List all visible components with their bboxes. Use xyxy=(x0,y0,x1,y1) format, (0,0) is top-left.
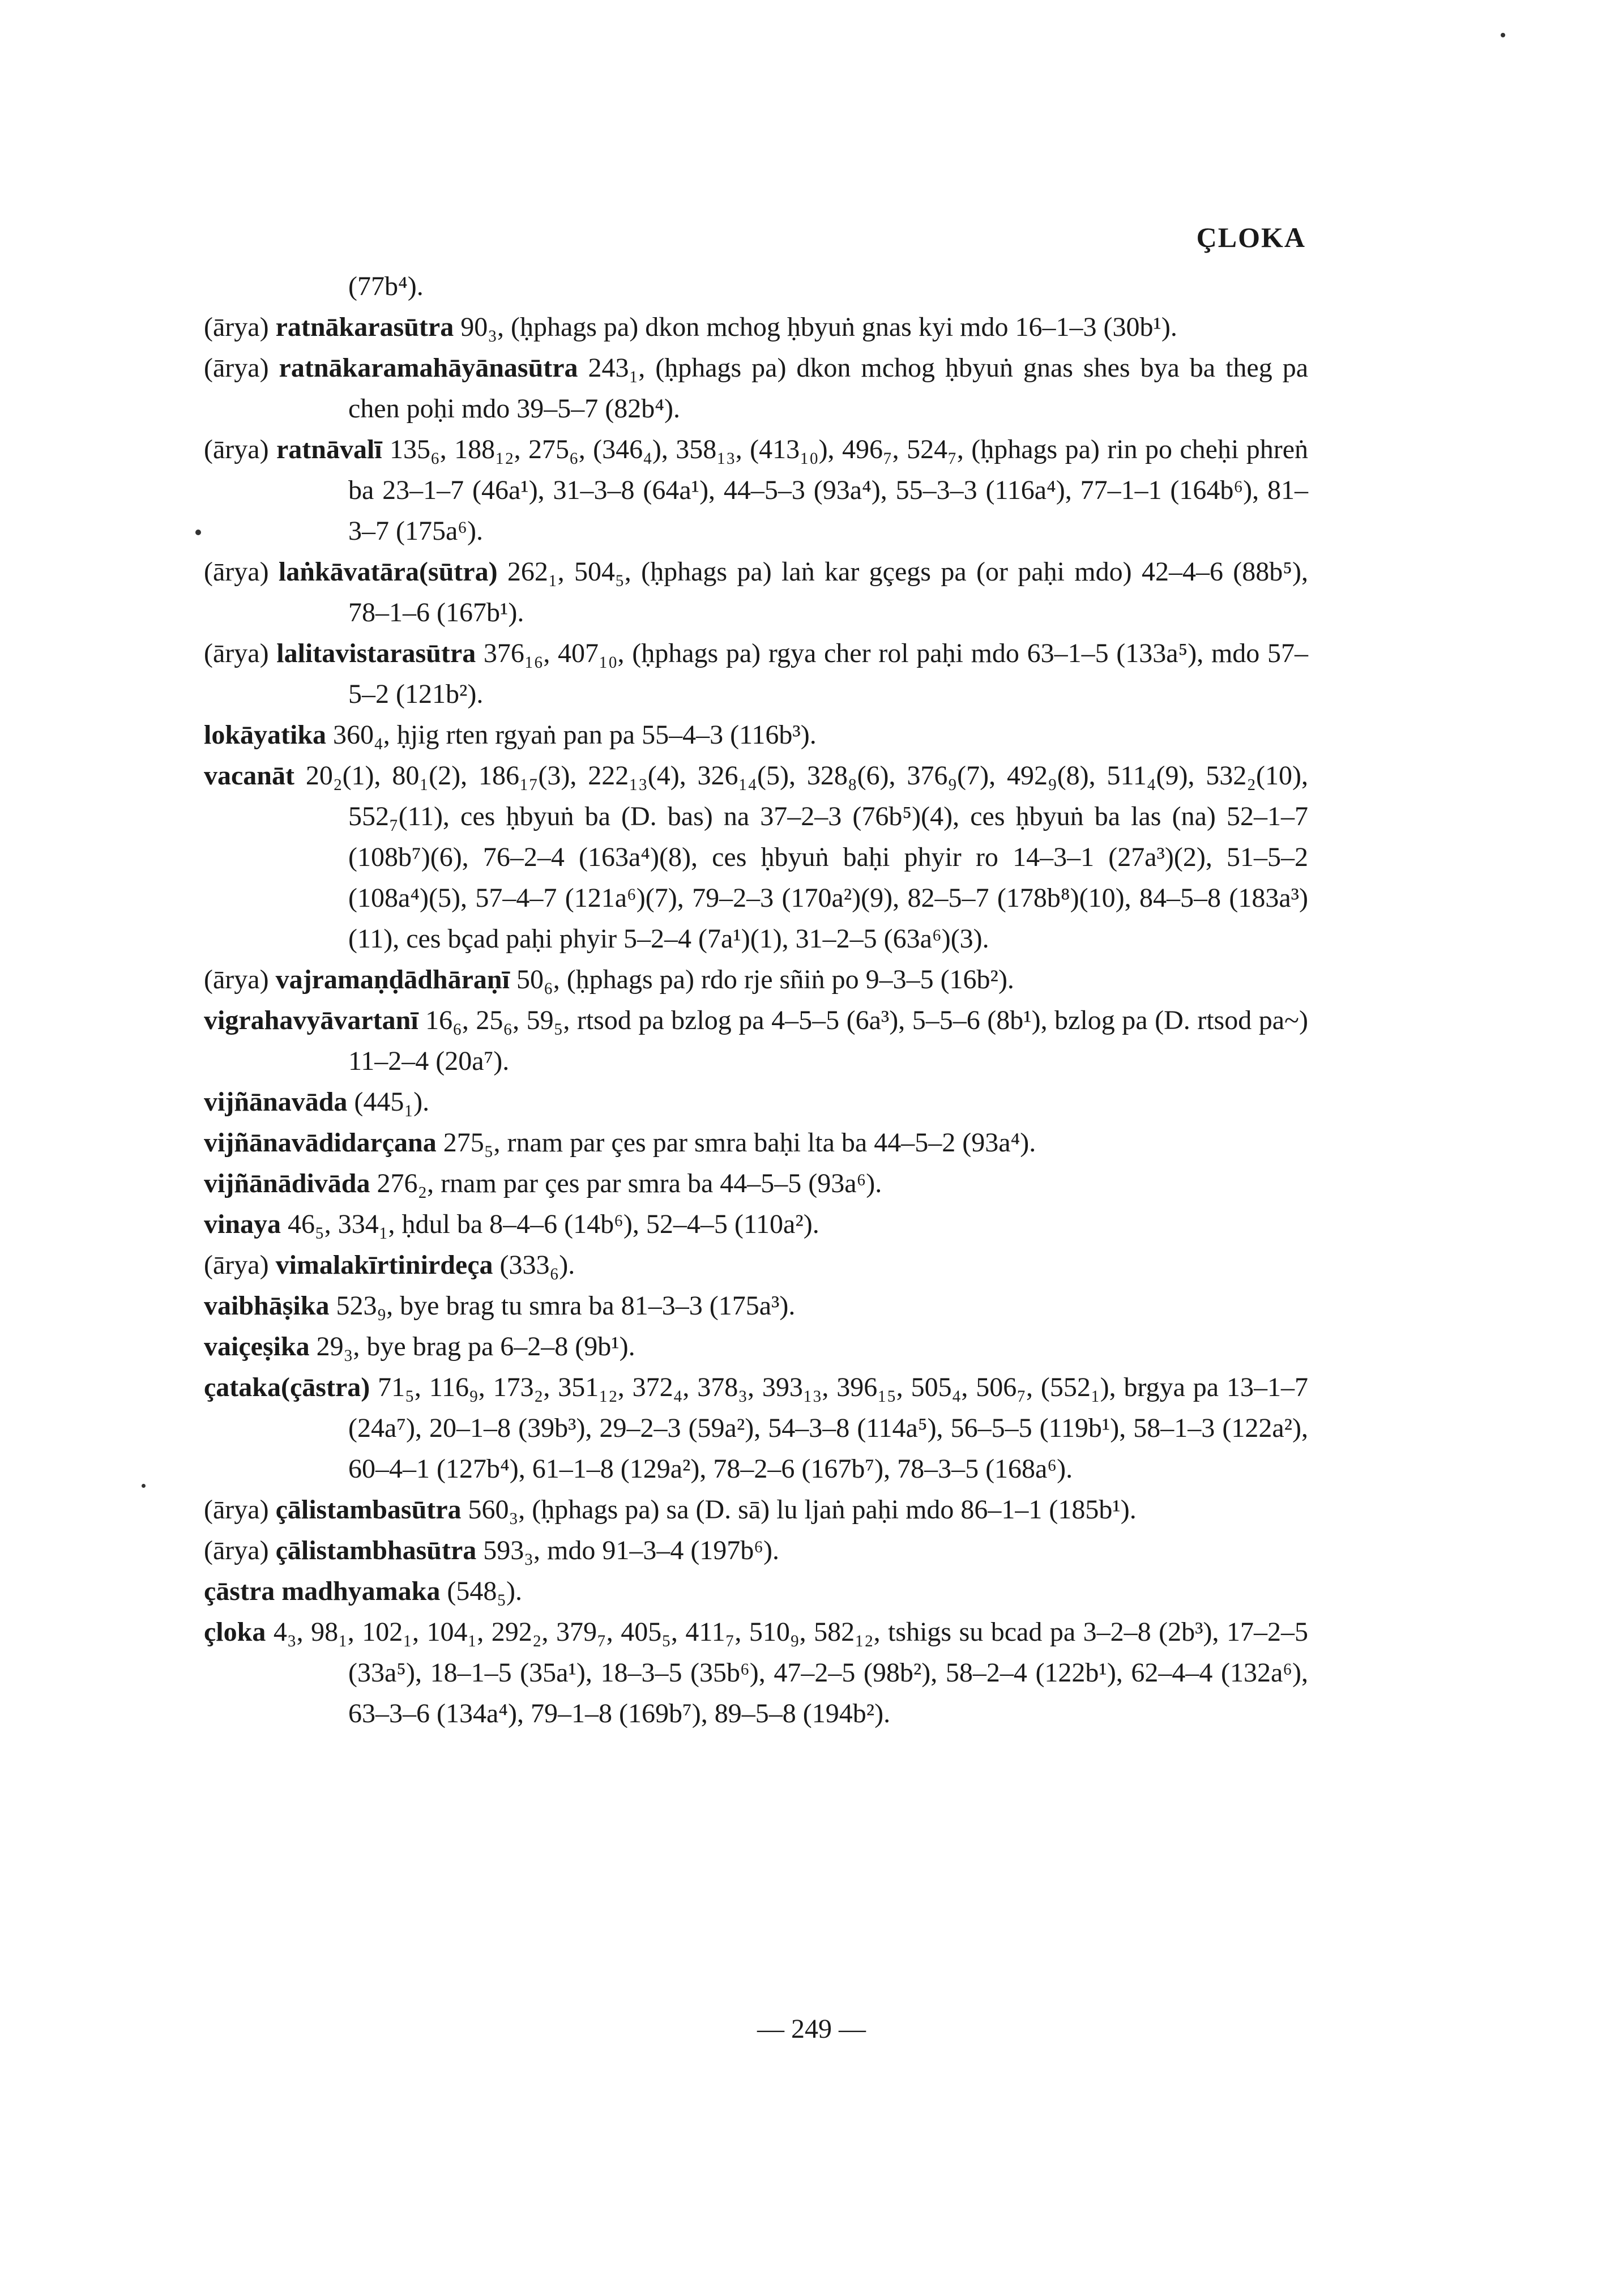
entry-prefix: (ārya) xyxy=(204,1495,276,1525)
entry-headword: vimalakīrtinirdeça xyxy=(275,1250,493,1280)
entry-headword: vinaya xyxy=(204,1209,281,1239)
index-entries xyxy=(204,266,1308,1734)
entry-headword: çataka(çāstra) xyxy=(204,1372,370,1402)
index-entry xyxy=(204,348,1308,429)
index-entry xyxy=(204,959,1308,1000)
index-entry xyxy=(204,1490,1308,1530)
entry-references: (333₆). xyxy=(493,1250,575,1280)
index-entry xyxy=(204,1286,1308,1326)
index-entry xyxy=(204,756,1308,959)
entry-headword: laṅkāvatāra(sūtra) xyxy=(278,557,498,587)
entry-headword: lalitavistarasūtra xyxy=(276,638,476,668)
index-entry xyxy=(204,307,1308,348)
scan-speck xyxy=(1501,33,1505,37)
scan-speck xyxy=(142,1484,146,1488)
entry-references: 523₉, bye brag tu smra ba 81–3–3 (175a³). xyxy=(329,1291,796,1321)
index-entry xyxy=(204,1000,1308,1082)
entry-prefix: (ārya) xyxy=(204,965,276,995)
entry-references: 243₁, (ḥphags pa) dkon mchog ḥbyuṅ gnas shes bya ba theg pa chen poḥi mdo 39–5–7 (82b⁴). xyxy=(348,353,1308,424)
index-entry xyxy=(204,1163,1308,1204)
entry-references: (548₅). xyxy=(440,1576,523,1606)
entry-headword: ratnāvalī xyxy=(276,434,382,464)
index-entry xyxy=(204,1326,1308,1367)
running-head: ÇLOKA xyxy=(1196,221,1306,253)
entry-headword: çāstra madhyamaka xyxy=(204,1576,441,1606)
entry-prefix: (ārya) xyxy=(204,557,279,587)
index-entry xyxy=(204,1082,1308,1123)
index-entry xyxy=(204,266,1308,307)
entry-headword: vacanāt xyxy=(204,761,294,791)
scan-speck xyxy=(195,530,201,535)
index-entry xyxy=(204,1571,1308,1612)
entry-references: 376₁₆, 407₁₀, (ḥphags pa) rgya cher rol paḥi mdo 63–1–5 (133a⁵), mdo 57–5–2 (121b²). xyxy=(348,638,1308,709)
index-entry xyxy=(204,552,1308,633)
entry-references: 276₂, rnam par çes par smra ba 44–5–5 (93a⁶). xyxy=(370,1168,882,1198)
entry-prefix: (ārya) xyxy=(204,638,277,668)
entry-references: 135₆, 188₁₂, 275₆, (346₄), 358₁₃, (413₁₀), 496₇, 524₇, (ḥphags pa) rin po cheḥi phreṅ ba 23–1–7 (46a¹), 31–3–8 (64a¹), 44–5–3 (93a⁴), 55–3–3 (116a⁴), 77–1–1 (164b⁶), 81–3–7 (175a⁶). xyxy=(348,434,1309,546)
index-entry xyxy=(204,1367,1308,1490)
entry-references: 29₃, bye brag pa 6–2–8 (9b¹). xyxy=(309,1331,635,1362)
entry-headword: vigrahavyāvartanī xyxy=(204,1005,418,1035)
index-entry xyxy=(204,633,1308,715)
entry-references: 50₆, (ḥphags pa) rdo rje sñiṅ po 9–3–5 (16b²). xyxy=(509,965,1014,995)
entry-headword: vaiçeṣika xyxy=(204,1331,310,1362)
entry-references: 46₅, 334₁, ḥdul ba 8–4–6 (14b⁶), 52–4–5 (110a²). xyxy=(281,1209,819,1239)
entry-references: 275₅, rnam par çes par smra baḥi lta ba 44–5–2 (93a⁴). xyxy=(436,1128,1036,1158)
page-number: — 249 — xyxy=(757,2014,866,2044)
index-entry xyxy=(204,1123,1308,1163)
index-entry xyxy=(204,1612,1308,1734)
entry-headword: ratnākarasūtra xyxy=(275,312,454,342)
entry-headword: çālistambhasūtra xyxy=(275,1535,477,1565)
entry-prefix: (ārya) xyxy=(204,434,276,464)
entry-headword: lokāyatika xyxy=(204,720,327,750)
entry-references: 16₆, 25₆, 59₅, rtsod pa bzlog pa 4–5–5 (6a³), 5–5–6 (8b¹), bzlog pa (D. rtsod pa~) 11–2–4 (20a⁷). xyxy=(348,1005,1308,1076)
entry-prefix: (ārya) xyxy=(204,1535,276,1565)
index-entry xyxy=(204,429,1308,552)
entry-references: 593₃, mdo 91–3–4 (197b⁶). xyxy=(476,1535,780,1565)
entry-references: 560₃, (ḥphags pa) sa (D. sā) lu ljaṅ paḥi mdo 86–1–1 (185b¹). xyxy=(461,1495,1137,1525)
entry-references: 90₃, (ḥphags pa) dkon mchog ḥbyuṅ gnas kyi mdo 16–1–3 (30b¹). xyxy=(454,312,1177,342)
entry-headword: vijñānādivāda xyxy=(204,1168,370,1198)
entry-headword: vajramaṇḍādhāraṇī xyxy=(275,965,510,995)
entry-headword: vaibhāṣika xyxy=(204,1291,330,1321)
index-entry xyxy=(204,1530,1308,1571)
index-entry xyxy=(204,1245,1308,1286)
entry-headword: çloka xyxy=(204,1617,266,1647)
entry-prefix: (ārya) xyxy=(204,353,279,383)
entry-headword: çālistambasūtra xyxy=(275,1495,462,1525)
entry-references: 360₄, ḥjig rten rgyaṅ pan pa 55–4–3 (116b³). xyxy=(326,720,817,750)
entry-references: 20₂(1), 80₁(2), 186₁₇(3), 222₁₃(4), 326₁₄(5), 328₈(6), 376₉(7), 492₉(8), 511₄(9), 532₂(10), 552₇(11), ces ḥbyuṅ ba (D. bas) na 37–2–3 (76b⁵)(4), ces ḥbyuṅ ba las (na) 52–1–7 (108b⁷)(6), 76–2–4 (163a⁴)(8), ces ḥbyuṅ baḥi phyir ro 14–3–1 (27a³)(2), 51–5–2 (108a⁴)(5), 57–4–7 (121a⁶)(7), 79–2–3 (170a²)(9), 82–5–7 (178b⁸)(10), 84–5–8 (183a³)(11), ces bçad paḥi phyir 5–2–4 (7a¹)(1), 31–2–5 (63a⁶)(3). xyxy=(294,761,1308,954)
entry-references: 4₃, 98₁, 102₁, 104₁, 292₂, 379₇, 405₅, 411₇, 510₉, 582₁₂, tshigs su bcad pa 3–2–8 (2b³), 17–2–5 (33a⁵), 18–1–5 (35a¹), 18–3–5 (35b⁶), 47–2–5 (98b²), 58–2–4 (122b¹), 62–4–4 (132a⁶), 63–3–6 (134a⁴), 79–1–8 (169b⁷), 89–5–8 (194b²). xyxy=(266,1617,1308,1729)
entry-prefix: (ārya) xyxy=(204,1250,276,1280)
entry-prefix: (ārya) xyxy=(204,312,276,342)
entry-headword: vijñānavāda xyxy=(204,1087,348,1117)
entry-references: 71₅, 116₉, 173₂, 351₁₂, 372₄, 378₃, 393₁₃, 396₁₅, 505₄, 506₇, (552₁), brgya pa 13–1–7 (24a⁷), 20–1–8 (39b³), 29–2–3 (59a²), 54–3–8 (114a⁵), 56–5–5 (119b¹), 58–1–3 (122a²), 60–4–1 (127b⁴), 61–1–8 (129a²), 78–2–6 (167b⁷), 78–3–5 (168a⁶). xyxy=(348,1372,1308,1484)
entry-headword: vijñānavādidarçana xyxy=(204,1128,437,1158)
entry-headword: ratnākaramahāyānasūtra xyxy=(279,353,578,383)
index-entry xyxy=(204,715,1308,756)
index-entry xyxy=(204,1204,1308,1245)
entry-references: 262₁, 504₅, (ḥphags pa) laṅ kar gçegs pa (or paḥi mdo) 42–4–6 (88b⁵), 78–1–6 (167b¹). xyxy=(348,557,1309,628)
entry-references: (77b⁴). xyxy=(348,271,424,301)
entry-references: (445₁). xyxy=(347,1087,430,1117)
